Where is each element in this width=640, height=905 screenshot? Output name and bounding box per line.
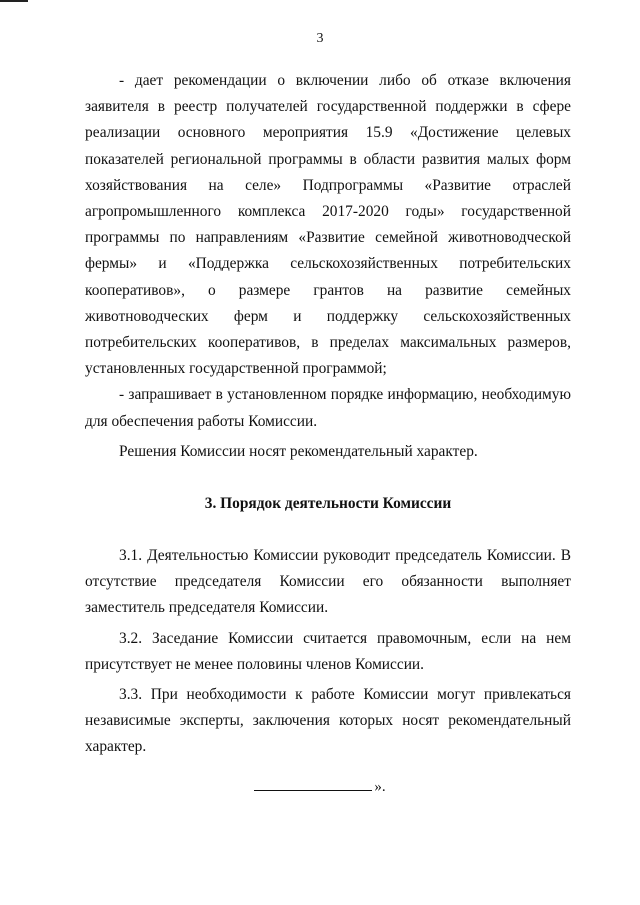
section-heading: 3. Порядок деятельности Комиссии xyxy=(204,495,452,513)
document-body xyxy=(85,68,571,761)
paragraph-3-1: 3.1. Деятельностью Комиссии руководит председатель Комиссии. В отсутствие председателя Комиссии его обязанности выполняет заместитель председателя Комиссии. xyxy=(85,547,571,617)
scan-corner-mark xyxy=(0,0,28,2)
page-number: 3 xyxy=(316,31,324,46)
paragraph-recommendations: - дает рекомендации о включении либо об отказе включения заявителя в реестр получателей государственной поддержки в сфере реализации основного мероприятия 15.9 «Достижение целевых показателей региональной программы в области развития малых форм хозяйствования на селе» Подпрограммы «Развитие отраслей агропромышленного комплекса 2017-2020 годы» государственной программы по направлениям «Развитие семейной животноводческой фермы» и «Поддержка сельскохозяйственных потребительских кооперативов», о размере грантов на развитие семейных животноводческих ферм и поддержку сельскохозяйственных потребительских кооперативов, в пределах максимальных размеров, установленных государственной программой; xyxy=(85,72,571,378)
closing-quote-mark: ». xyxy=(374,779,386,795)
paragraph-3-3: 3.3. При необходимости к работе Комиссии могут привлекаться независимые эксперты, заключения которых носят рекомендательный характер. xyxy=(85,686,571,756)
paragraph-decisions-nature: Решения Комиссии носят рекомендательный характер. xyxy=(119,442,478,460)
paragraph-3-2: 3.2. Заседание Комиссии считается правомочным, если на нем присутствует не менее половины членов Комиссии. xyxy=(85,629,571,673)
closing-line xyxy=(0,774,640,800)
closing-underline xyxy=(254,778,372,791)
paragraph-requests-information: - запрашивает в установленном порядке информацию, необходимую для обеспечения работы Комиссии. xyxy=(85,386,571,430)
